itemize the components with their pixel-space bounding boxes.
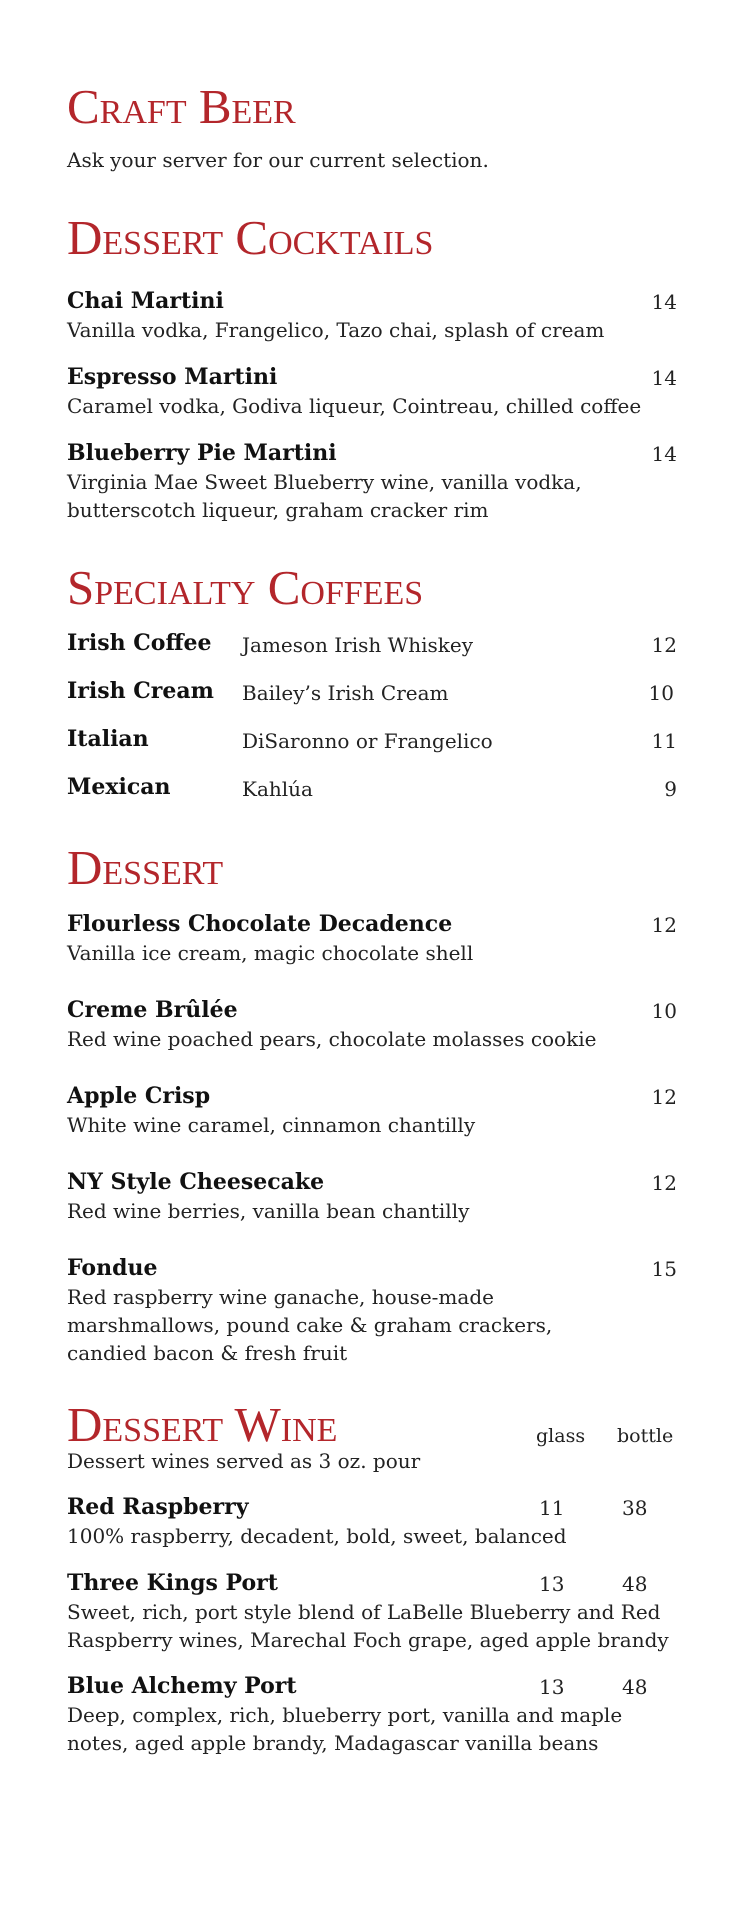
item-price: 12 <box>651 1085 677 1109</box>
item-name: Chai Martini <box>67 288 224 314</box>
item-description: Bailey’s Irish Cream <box>242 681 449 705</box>
dessert-cocktails-heading: Dessert Cocktails <box>67 210 434 265</box>
glass-price: 13 <box>539 1675 565 1699</box>
item-name: Espresso Martini <box>67 364 278 390</box>
item-name: Italian <box>67 726 149 752</box>
item-description: Vanilla vodka, Frangelico, Tazo chai, splash of cream <box>67 317 605 342</box>
glass-column-header: glass <box>536 1425 586 1447</box>
item-description: Caramel vodka, Godiva liqueur, Cointreau, chilled coffee <box>67 393 642 418</box>
bottle-price: 38 <box>622 1496 648 1520</box>
cocktail-item <box>67 364 677 420</box>
item-name: Blueberry Pie Martini <box>67 440 337 466</box>
craft-beer-heading: Craft Beer <box>67 79 296 134</box>
item-price: 11 <box>651 729 677 753</box>
item-description: Red raspberry wine ganache, house-made marshmallows, pound cake & graham crackers, candied bacon & fresh fruit <box>67 1284 553 1365</box>
dessert-item <box>67 997 677 1053</box>
wine-item <box>67 1570 677 1654</box>
item-description: Kahlúa <box>242 777 313 801</box>
specialty-coffees-heading: Specialty Coffees <box>67 560 424 615</box>
item-description: Vanilla ice cream, magic chocolate shell <box>67 940 474 965</box>
item-description: DiSaronno or Frangelico <box>242 729 493 753</box>
dessert-item <box>67 911 677 967</box>
item-name: Creme Brûlée <box>67 997 238 1023</box>
item-description: Red wine berries, vanilla bean chantilly <box>67 1198 470 1223</box>
item-description: Sweet, rich, port style blend of LaBelle Blueberry and Red Raspberry wines, Marechal Foch grape, aged apple brandy <box>67 1599 669 1652</box>
item-price: 10 <box>651 999 677 1023</box>
coffee-item <box>67 774 677 804</box>
item-description: Virginia Mae Sweet Blueberry wine, vanilla vodka, butterscotch liqueur, graham cracker rim <box>67 469 582 522</box>
item-name: Irish Coffee <box>67 630 212 656</box>
item-name: NY Style Cheesecake <box>67 1169 325 1195</box>
item-description: Jameson Irish Whiskey <box>242 633 473 657</box>
dessert-wine-note: Dessert wines served as 3 oz. pour <box>67 1449 421 1473</box>
item-price: 12 <box>651 1171 677 1195</box>
wine-item <box>67 1673 677 1757</box>
item-name: Blue Alchemy Port <box>67 1673 297 1699</box>
item-price: 14 <box>651 442 677 466</box>
item-price: 9 <box>664 777 677 801</box>
cocktail-item <box>67 440 677 524</box>
item-price: 14 <box>651 366 677 390</box>
dessert-wine-heading: Dessert Wine <box>67 1397 338 1452</box>
item-price: 14 <box>651 290 677 314</box>
item-description: 100% raspberry, decadent, bold, sweet, balanced <box>67 1523 567 1548</box>
dessert-item <box>67 1169 677 1225</box>
glass-price: 11 <box>539 1496 565 1520</box>
cocktail-item <box>67 288 677 344</box>
item-description: Red wine poached pears, chocolate molasses cookie <box>67 1026 597 1051</box>
coffee-item <box>67 678 677 708</box>
item-price: 10 <box>648 681 674 705</box>
item-price: 12 <box>651 633 677 657</box>
item-description: White wine caramel, cinnamon chantilly <box>67 1112 476 1137</box>
item-name: Irish Cream <box>67 678 214 704</box>
dessert-heading: Dessert <box>67 840 224 895</box>
item-name: Three Kings Port <box>67 1570 278 1596</box>
item-description: Deep, complex, rich, blueberry port, vanilla and maple notes, aged apple brandy, Madagascar vanilla beans <box>67 1702 623 1755</box>
coffee-item <box>67 630 677 660</box>
item-price: 12 <box>651 913 677 937</box>
item-name: Mexican <box>67 774 171 800</box>
bottle-price: 48 <box>622 1572 648 1596</box>
item-name: Fondue <box>67 1255 158 1281</box>
coffee-item <box>67 726 677 756</box>
bottle-column-header: bottle <box>617 1425 674 1447</box>
item-name: Flourless Chocolate Decadence <box>67 911 453 937</box>
dessert-item <box>67 1083 677 1139</box>
wine-item <box>67 1494 677 1550</box>
glass-price: 13 <box>539 1572 565 1596</box>
item-name: Apple Crisp <box>67 1083 211 1109</box>
item-price: 15 <box>651 1257 677 1281</box>
item-name: Red Raspberry <box>67 1494 249 1520</box>
bottle-price: 48 <box>622 1675 648 1699</box>
dessert-item <box>67 1255 677 1367</box>
craft-beer-note: Ask your server for our current selection. <box>67 148 489 172</box>
